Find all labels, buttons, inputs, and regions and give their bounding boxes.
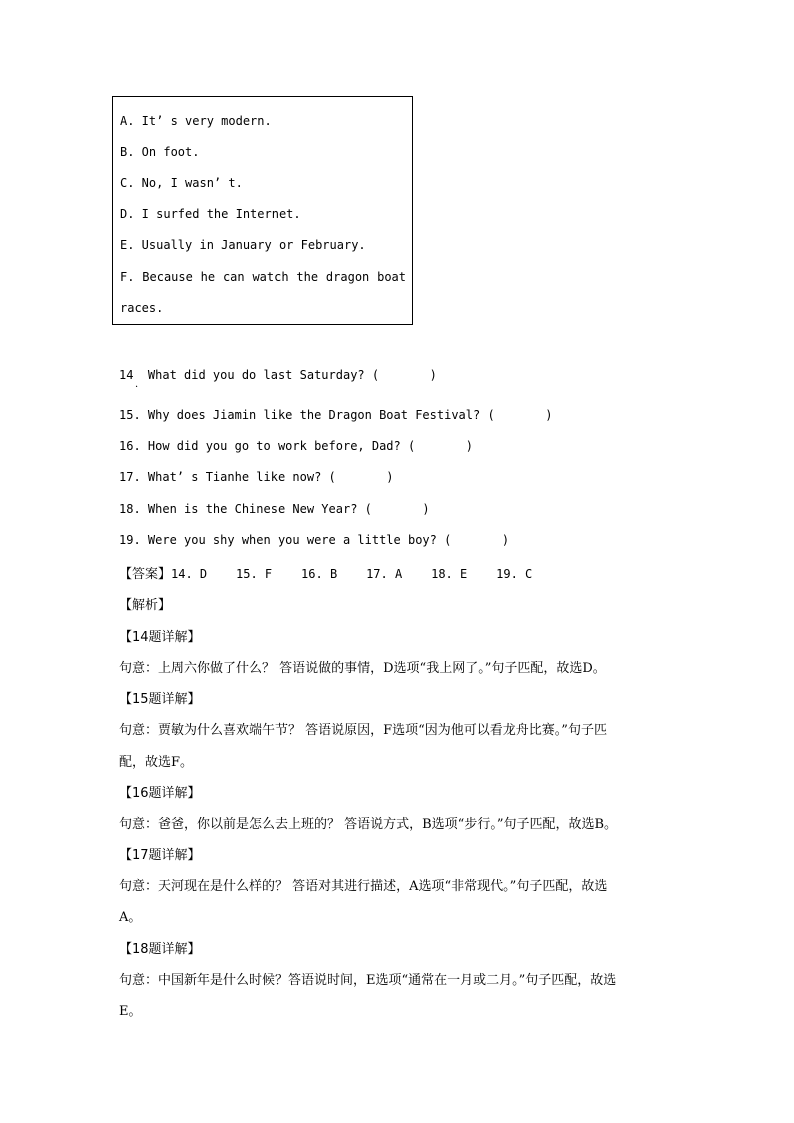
option-f: F. Because he can watch the dragon boat [120,270,406,284]
option-c: C. No, I wasn’ t. [120,176,243,190]
question-17: 17. What’ s Tianhe like now? ( ) [119,470,394,484]
emphasis-dot: · [135,382,139,393]
option-d: D. I surfed the Internet. [120,207,301,221]
detail-16-line: 句意：爸爸，你以前是怎么去上班的？ 答语说方式，B选项“步行。”句子匹配，故选B。 [119,817,618,832]
option-f-continued: races. [120,301,164,315]
detail-14-line: 句意：上周六你做了什么？ 答语说做的事情，D选项“我上网了。”句子匹配，故选D。 [119,661,606,676]
options-box [112,96,413,325]
answer-values: 14. D 15. F 16. B 17. A 18. E 19. C [171,567,533,581]
option-a: A. It’ s very modern. [120,114,272,128]
answer-label: 【答案】 [119,567,172,582]
detail-18-header: 【18题详解】 [119,942,201,957]
option-e: E. Usually in January or February. [120,238,366,252]
question-16: 16. How did you go to work before, Dad? ( ) [119,439,474,453]
answer-line [119,563,532,582]
question-14: 14 What did you do last Saturday? ( ) [119,368,437,382]
detail-18-line: E。 [119,1004,142,1019]
detail-17-header: 【17题详解】 [119,848,201,863]
question-19: 19. Were you shy when you were a little boy? ( ) [119,533,510,547]
question-15: 15. Why does Jiamin like the Dragon Boat Festival? ( ) [119,408,553,422]
detail-17-line: A。 [119,910,142,925]
detail-17-line: 句意：天河现在是什么样的？ 答语对其进行描述，A选项“非常现代。”句子匹配，故选 [119,879,608,894]
detail-15-line: 句意：贾敏为什么喜欢端午节？ 答语说原因，F选项“因为他可以看龙舟比赛。”句子匹 [119,723,607,738]
question-18: 18. When is the Chinese New Year? ( ) [119,502,430,516]
detail-16-header: 【16题详解】 [119,786,201,801]
detail-15-line: 配，故选F。 [119,755,194,770]
detail-14-header: 【14题详解】 [119,630,201,645]
detail-15-header: 【15题详解】 [119,692,201,707]
analysis-label: 【解析】 [119,598,172,613]
option-b: B. On foot. [120,145,200,159]
detail-18-line: 句意：中国新年是什么时候？答语说时间，E选项“通常在一月或二月。”句子匹配，故选 [119,973,617,988]
